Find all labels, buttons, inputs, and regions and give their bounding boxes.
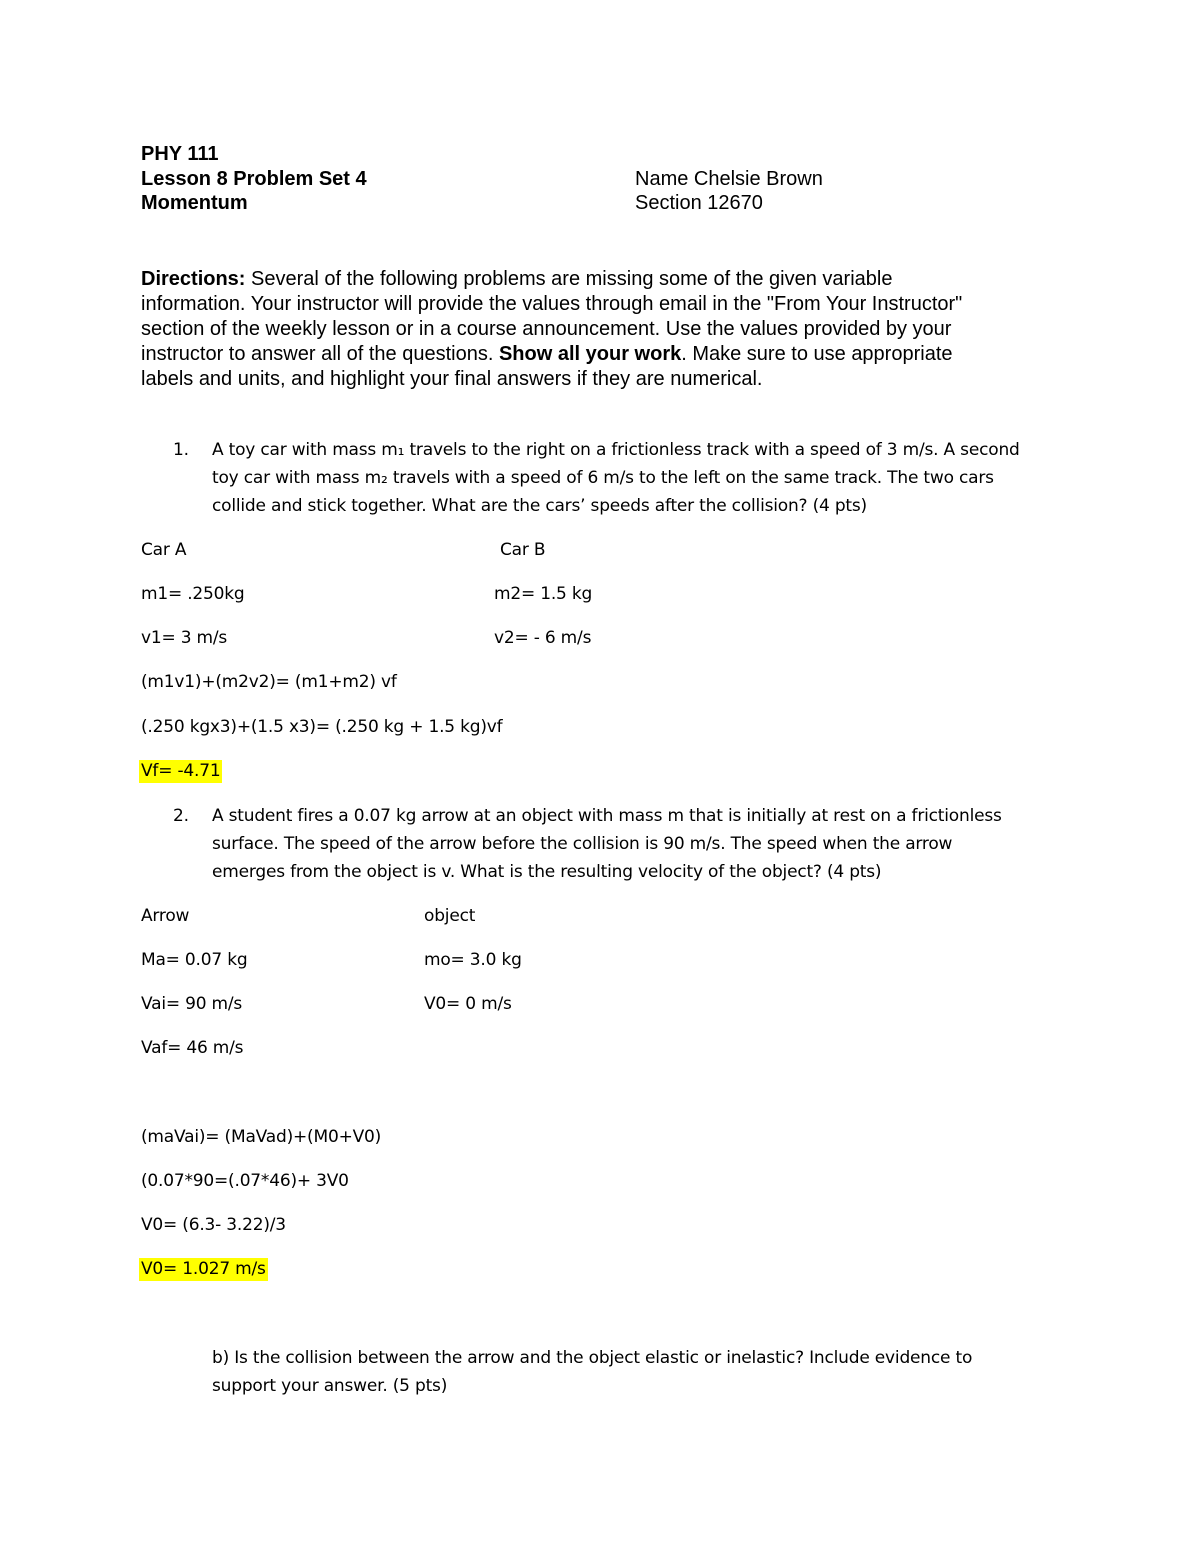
object-label: object <box>424 906 476 926</box>
question-2-line-3: emerges from the object is v. What is the resulting velocity of the object? (4 pts) <box>212 862 882 882</box>
question-1-line-2: toy car with mass m₂ travels with a speed of 6 m/s to the left on the same track. The two cars <box>212 468 994 488</box>
q2-equation-1: (maVai)= (MaVad)+(M0+V0) <box>141 1127 382 1147</box>
directions-line-3: section of the weekly lesson or in a course announcement. Use the values provided by your <box>141 318 952 340</box>
car-b-velocity: v2= - 6 m/s <box>494 628 592 648</box>
directions-line-4: instructor to answer all of the questions. Show all your work. Make sure to use appropriate <box>141 343 953 365</box>
q2-answer <box>141 1258 268 1280</box>
arrow-initial-velocity: Vai= 90 m/s <box>141 994 243 1014</box>
q1-answer-highlight: Vf= -4.71 <box>141 761 221 781</box>
q1-answer <box>141 760 222 782</box>
question-1-line-1: A toy car with mass m₁ travels to the right on a frictionless track with a speed of 3 m/s. A second <box>212 440 1020 460</box>
arrow-final-velocity: Vaf= 46 m/s <box>141 1038 244 1058</box>
q1-equation-2: (.250 kgx3)+(1.5 x3)= (.250 kg + 1.5 kg)vf <box>141 717 503 737</box>
car-a-velocity: v1= 3 m/s <box>141 628 228 648</box>
question-2-line-1: A student fires a 0.07 kg arrow at an object with mass m that is initially at rest on a frictionless <box>212 806 1002 826</box>
directions <box>141 267 1051 392</box>
arrow-mass: Ma= 0.07 kg <box>141 950 248 970</box>
directions-line-1: Directions: Several of the following problems are missing some of the given variable <box>141 268 893 290</box>
q2-equation-2: (0.07*90=(.07*46)+ 3V0 <box>141 1171 349 1191</box>
question-2b-line-2: support your answer. (5 pts) <box>212 1376 448 1396</box>
section-number: Section 12670 <box>635 192 763 214</box>
car-a-mass: m1= .250kg <box>141 584 245 604</box>
student-name: Name Chelsie Brown <box>635 168 823 190</box>
directions-line-2: information. Your instructor will provide the values through email in the "From Your Instructor" <box>141 293 963 315</box>
car-b-mass: m2= 1.5 kg <box>494 584 593 604</box>
directions-label: Directions: <box>141 268 246 290</box>
lesson-title: Lesson 8 Problem Set 4 <box>141 168 367 190</box>
question-2-line-2: surface. The speed of the arrow before the collision is 90 m/s. The speed when the arrow <box>212 834 953 854</box>
car-a-label: Car A <box>141 540 187 560</box>
course-title: PHY 111 <box>141 143 219 165</box>
question-1-line-3: collide and stick together. What are the cars’ speeds after the collision? (4 pts) <box>212 496 867 516</box>
car-b-label: Car B <box>500 540 546 560</box>
q2-equation-3: V0= (6.3- 3.22)/3 <box>141 1215 286 1235</box>
directions-line-5: labels and units, and highlight your final answers if they are numerical. <box>141 368 763 390</box>
show-work-emphasis: Show all your work <box>498 343 682 365</box>
question-1-number: 1. <box>173 440 189 460</box>
question-2-number: 2. <box>173 806 189 826</box>
question-2b-line-1: b) Is the collision between the arrow and the object elastic or inelastic? Include evidence to <box>212 1348 973 1368</box>
arrow-label: Arrow <box>141 906 190 926</box>
q2-answer-highlight: V0= 1.027 m/s <box>141 1259 266 1279</box>
object-mass: mo= 3.0 kg <box>424 950 522 970</box>
topic-title: Momentum <box>141 192 248 214</box>
q1-equation-1: (m1v1)+(m2v2)= (m1+m2) vf <box>141 672 397 692</box>
object-initial-velocity: V0= 0 m/s <box>424 994 512 1014</box>
